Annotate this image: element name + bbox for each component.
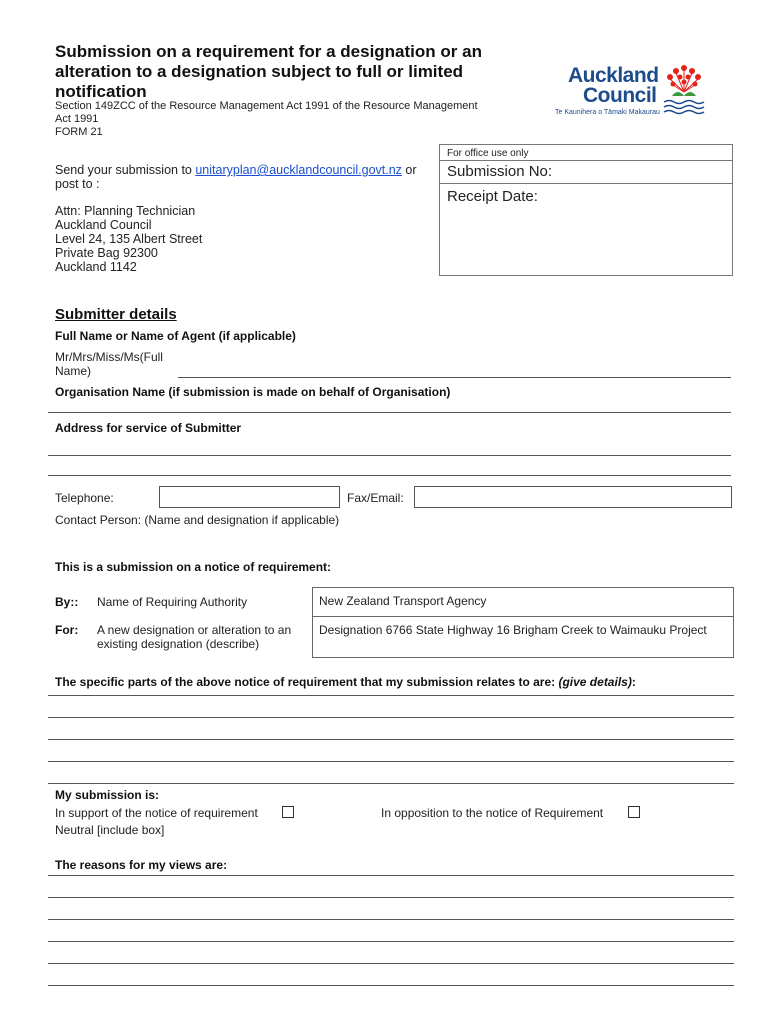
neutral-option-label: Neutral [include box]: [55, 823, 165, 837]
form-number: FORM 21: [55, 126, 103, 138]
postal-address: [55, 204, 202, 274]
full-name-label: Full Name or Name of Agent (if applicable): [55, 329, 296, 343]
my-submission-heading: My submission is:: [55, 788, 160, 802]
specific-parts-italic: (give details): [558, 675, 632, 689]
specific-parts-label: [55, 675, 636, 689]
receipt-date-label: Receipt Date:: [447, 188, 538, 205]
notice-heading: This is a submission on a notice of requirement:: [55, 560, 332, 574]
for-description: A new designation or alteration to an existing designation (describe): [97, 623, 292, 651]
reasons-line[interactable]: [48, 919, 734, 920]
specific-parts-line[interactable]: [48, 695, 734, 696]
organisation-label: Organisation Name (if submission is made on behalf of Organisation): [55, 385, 451, 399]
logo-tagline: Te Kaunihera o Tāmaki Makaurau: [555, 109, 660, 116]
fax-email-input[interactable]: [414, 486, 732, 508]
title-name-line1: Mr/Mrs/Miss/Ms(Full: [55, 350, 163, 364]
requiring-authority-field[interactable]: New Zealand Transport Agency: [312, 587, 734, 617]
support-option-label: In support of the notice of requirement: [55, 806, 258, 820]
fax-email-label: Fax/Email:: [347, 491, 404, 505]
form-title: Submission on a requirement for a designation or an alteration to a designation subject to full or limited notification: [55, 42, 482, 101]
subtitle-line1: Section 149ZCC of the Resource Management Act 1991 of the Resource Management: [55, 100, 478, 112]
office-divider: [439, 160, 733, 161]
specific-parts-line[interactable]: [48, 717, 734, 718]
full-name-input[interactable]: [178, 377, 731, 378]
address-line: Auckland 1142: [55, 260, 137, 274]
submission-email-link[interactable]: unitaryplan@aucklandcouncil.govt.nz: [195, 163, 402, 177]
address-service-label: Address for service of Submitter: [55, 421, 242, 435]
send-instructions: [55, 163, 440, 191]
reasons-line[interactable]: [48, 875, 734, 876]
reasons-line[interactable]: [48, 963, 734, 964]
address-input-line1[interactable]: [48, 455, 731, 456]
designation-field[interactable]: Designation 6766 State Highway 16 Brigham Creek to Waimauku Project: [312, 616, 734, 658]
title-name-label: [55, 350, 163, 378]
for-label: For:: [55, 623, 79, 637]
office-use-label: For office use only: [447, 148, 529, 159]
opposition-option-label: In opposition to the notice of Requirement: [381, 806, 604, 820]
specific-parts-line[interactable]: [48, 783, 734, 784]
send-prefix: Send your submission to: [55, 163, 196, 177]
specific-parts-line[interactable]: [48, 739, 734, 740]
title-name-line2: Name): [55, 364, 92, 378]
address-line: Private Bag 92300: [55, 246, 158, 260]
by-description: Name of Requiring Authority: [97, 595, 248, 609]
submitter-details-heading: Submitter details: [55, 306, 177, 323]
address-input-line2[interactable]: [48, 475, 731, 476]
organisation-input[interactable]: [48, 412, 731, 413]
specific-parts-text: The specific parts of the above notice of requirement that my submission relates to are:: [55, 675, 559, 689]
reasons-heading: The reasons for my views are:: [55, 858, 228, 872]
by-label: By::: [55, 595, 79, 609]
reasons-line[interactable]: [48, 941, 734, 942]
reasons-line[interactable]: [48, 897, 734, 898]
address-line: Auckland Council: [55, 218, 152, 232]
telephone-label: Telephone:: [55, 491, 114, 505]
specific-parts-line[interactable]: [48, 761, 734, 762]
specific-parts-end: :: [631, 675, 636, 689]
opposition-checkbox[interactable]: [628, 806, 640, 818]
telephone-input[interactable]: [159, 486, 340, 508]
address-line: Attn: Planning Technician: [55, 204, 196, 218]
reasons-line[interactable]: [48, 985, 734, 986]
support-checkbox[interactable]: [282, 806, 294, 818]
address-line: Level 24, 135 Albert Street: [55, 232, 203, 246]
send-line2: post to :: [55, 177, 100, 191]
logo-word-council: Council: [583, 84, 657, 107]
submission-no-label: Submission No:: [447, 163, 553, 180]
logo-word-auckland: Auckland: [568, 64, 659, 87]
send-suffix: or: [401, 163, 417, 177]
contact-person-label: Contact Person: (Name and designation if applicable): [55, 513, 340, 527]
subtitle-line2: Act 1991: [55, 113, 99, 125]
form-subtitle: [55, 100, 515, 139]
office-divider: [439, 183, 733, 184]
